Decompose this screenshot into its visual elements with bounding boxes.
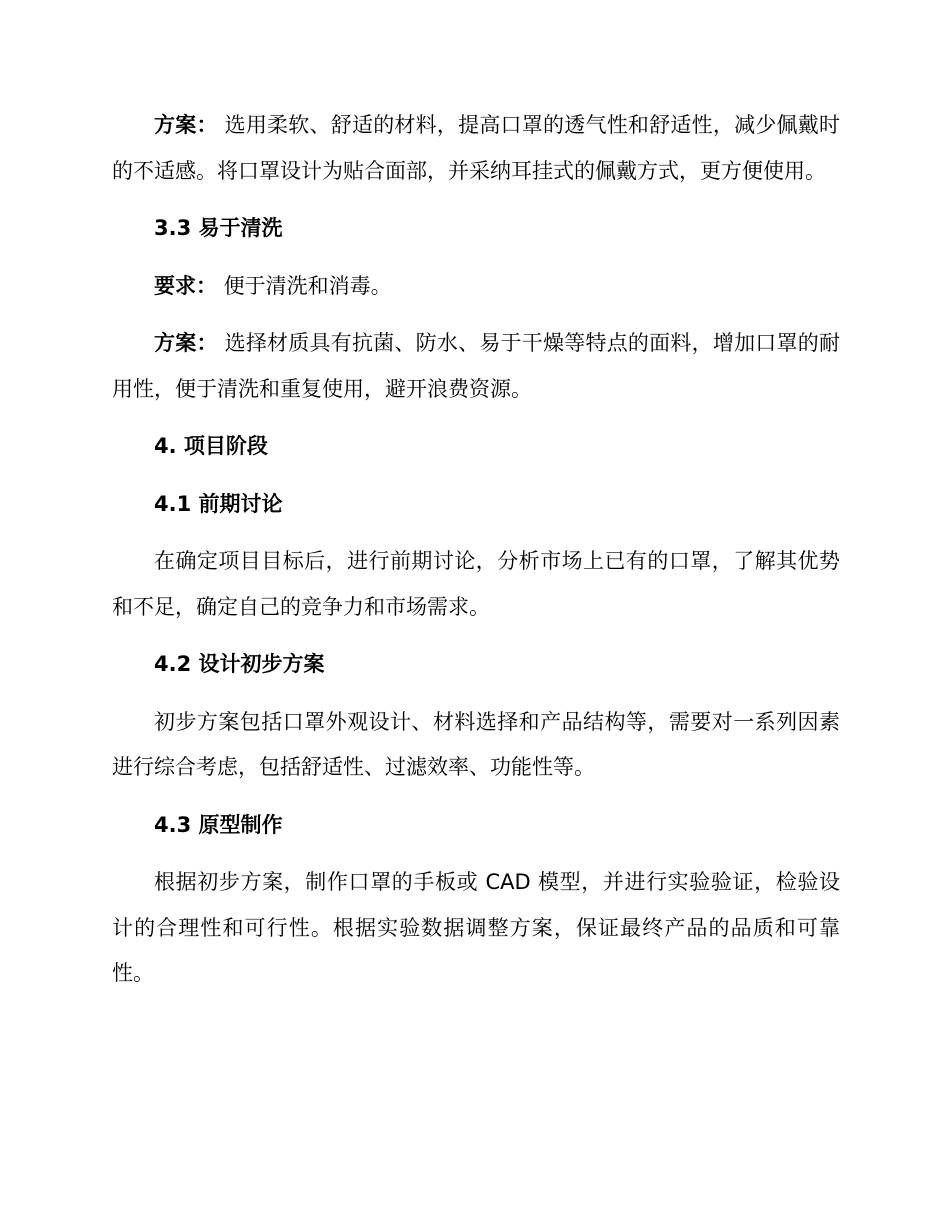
paragraph-comfort-solution bbox=[112, 103, 840, 194]
paragraph-text: 便于清洗和消毒。 bbox=[217, 273, 392, 298]
solution-label: 方案： bbox=[154, 113, 218, 137]
section-heading-4-3: 4.3 原型制作 bbox=[154, 812, 283, 837]
paragraph-cleaning-requirement bbox=[112, 264, 840, 310]
requirement-label: 要求： bbox=[154, 273, 217, 298]
section-heading-4: 4. 项目阶段 bbox=[154, 434, 268, 458]
section-heading-4-2: 4.2 设计初步方案 bbox=[154, 652, 325, 676]
paragraph-early-discussion: 在确定项目目标后，进行前期讨论，分析市场上已有的口罩，了解其优势和不足，确定自己的竞争力和市场需求。 bbox=[112, 549, 840, 619]
paragraph-prototype: 根据初步方案，制作口罩的手板或 CAD 模型，并进行实验验证，检验设计的合理性和可行性。根据实验数据调整方案，保证最终产品的品质和可靠性。 bbox=[112, 870, 840, 985]
document-page bbox=[112, 103, 840, 1009]
paragraph-initial-design: 初步方案包括口罩外观设计、材料选择和产品结构等，需要对一系列因素进行综合考虑，包括舒适性、过滤效率、功能性等。 bbox=[112, 709, 840, 779]
paragraph-text: 选用柔软、舒适的材料，提高口罩的透气性和舒适性，减少佩戴时的不适感。将口罩设计为贴合面部，并采纳耳挂式的佩戴方式，更方便使用。 bbox=[112, 113, 840, 183]
section-heading-3-3: 3.3 易于清洗 bbox=[154, 216, 283, 240]
section-heading-4-1: 4.1 前期讨论 bbox=[154, 491, 283, 516]
paragraph-text: 选择材质具有抗菌、防水、易于干燥等特点的面料，增加口罩的耐用性，便于清洗和重复使用，避开浪费资源。 bbox=[112, 331, 840, 401]
paragraph-cleaning-solution bbox=[112, 321, 840, 412]
solution-label: 方案： bbox=[154, 331, 218, 355]
